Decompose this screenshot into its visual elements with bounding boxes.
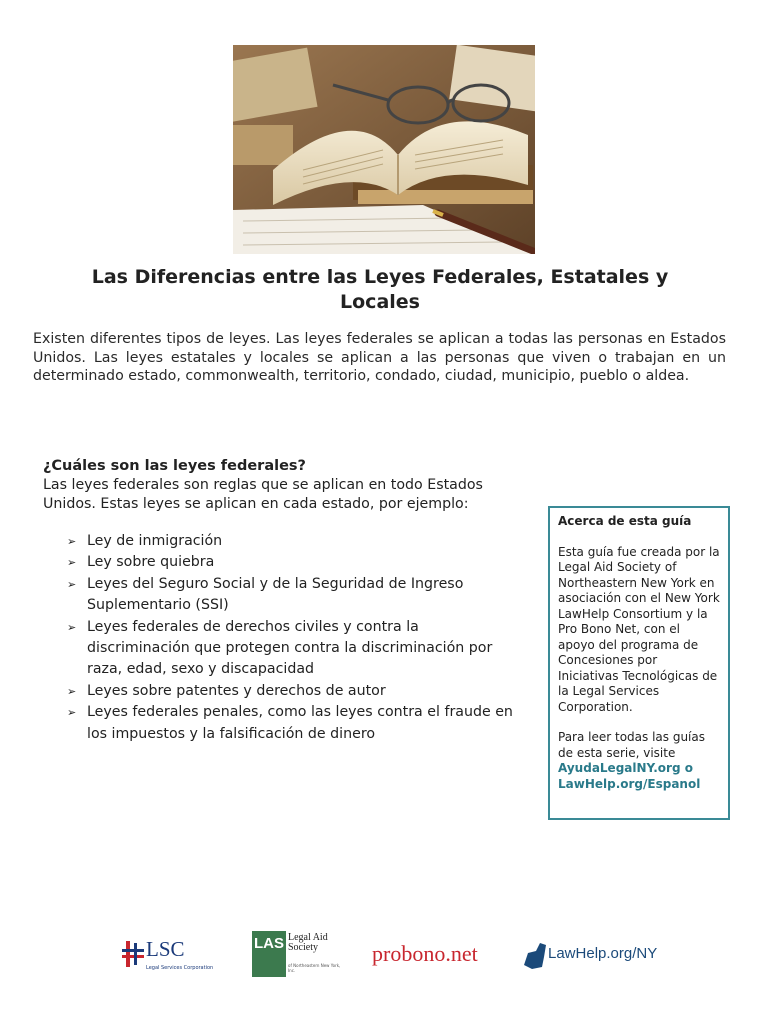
list-item — [43, 702, 513, 745]
section-heading: ¿Cuáles son las leyes federales? — [43, 458, 306, 474]
arrow-bullet-icon: ➢ — [67, 535, 77, 548]
probono-net-logo: probono.net — [372, 941, 478, 966]
intro-paragraph: Existen diferentes tipos de leyes. Las leyes federales se aplican a todas las personas en Estados Unidos. Las leyes estatales y locales se aplican a las personas que viven o trabajan en un determinado estado, commonwealth, territorio, condado, ciudad, municipio, pueblo o aldea. — [33, 331, 726, 384]
arrow-bullet-icon: ➢ — [67, 706, 77, 720]
list-item-text: Leyes sobre patentes y derechos de autor — [87, 682, 386, 699]
list-item-text: Leyes federales de derechos civiles y contra la discriminación que protegen contra la discriminación por raza, edad, sexo y discapacidad — [87, 618, 493, 678]
arrow-bullet-icon: ➢ — [67, 684, 77, 698]
las-name-line-1: Legal Aid — [288, 932, 328, 943]
list-item — [43, 681, 513, 702]
lsc-logo-text: LSC — [146, 937, 185, 961]
lawhelp-ny-logo — [522, 939, 658, 975]
federal-laws-list — [43, 531, 513, 745]
list-item — [43, 574, 513, 617]
list-item-text: Leyes federales penales, como las leyes contra el fraude en los impuestos y la falsificación de dinero — [87, 704, 513, 742]
lawhelp-ny-logo-text: LawHelp.org/NY — [548, 945, 658, 962]
guide-box-title: Acerca de esta guía — [558, 514, 692, 528]
sponsor-logos — [0, 925, 768, 985]
las-name-line-2: Society — [288, 942, 318, 953]
ayudalegalny-link[interactable]: AyudaLegalNY.org o — [558, 761, 693, 775]
legal-aid-society-logo — [252, 931, 342, 979]
about-guide-box — [548, 506, 730, 820]
arrow-bullet-icon: ➢ — [67, 577, 77, 591]
list-item — [43, 617, 513, 681]
books-and-glasses-photo — [233, 45, 535, 254]
list-item-text: Ley sobre quiebra — [87, 554, 215, 571]
guide-box-read-more-text: Para leer todas las guías de esta serie, visite — [558, 730, 705, 760]
arrow-bullet-icon: ➢ — [67, 620, 77, 634]
las-subtext: of Northeastern New York, Inc. — [288, 963, 341, 973]
arrow-bullet-icon: ➢ — [67, 556, 77, 570]
list-item-text: Ley de inmigración — [87, 533, 223, 549]
list-item — [43, 552, 513, 573]
guide-box-read-more — [558, 730, 720, 792]
lsc-logo-subtext: Legal Services Corporation — [146, 965, 214, 971]
section-body: Las leyes federales son reglas que se aplican en todo Estados Unidos. Estas leyes se aplican en cada estado, por ejemplo: — [43, 477, 483, 512]
new-york-state-icon — [522, 939, 548, 971]
list-item — [43, 531, 513, 552]
lawhelp-espanol-link[interactable]: LawHelp.org/Espanol — [558, 776, 701, 791]
lsc-flag-icon — [122, 939, 144, 969]
federal-laws-section — [43, 457, 513, 745]
page-title: Las Diferencias entre las Leyes Federales, Estatales y Locales — [91, 266, 669, 313]
list-item-text: Leyes del Seguro Social y de la Seguridad de Ingreso Suplementario (SSI) — [87, 575, 464, 614]
las-name — [288, 933, 328, 953]
lsc-logo — [122, 937, 217, 973]
las-mark: LAS — [252, 931, 286, 977]
guide-box-body: Esta guía fue creada por la Legal Aid Society of Northeastern New York en asociación con el New York LawHelp Consortium y la Pro Bono Net, con el apoyo del programa de Concesiones por Iniciativas Tecnológicas de la Legal Services Corporation. — [558, 544, 720, 714]
